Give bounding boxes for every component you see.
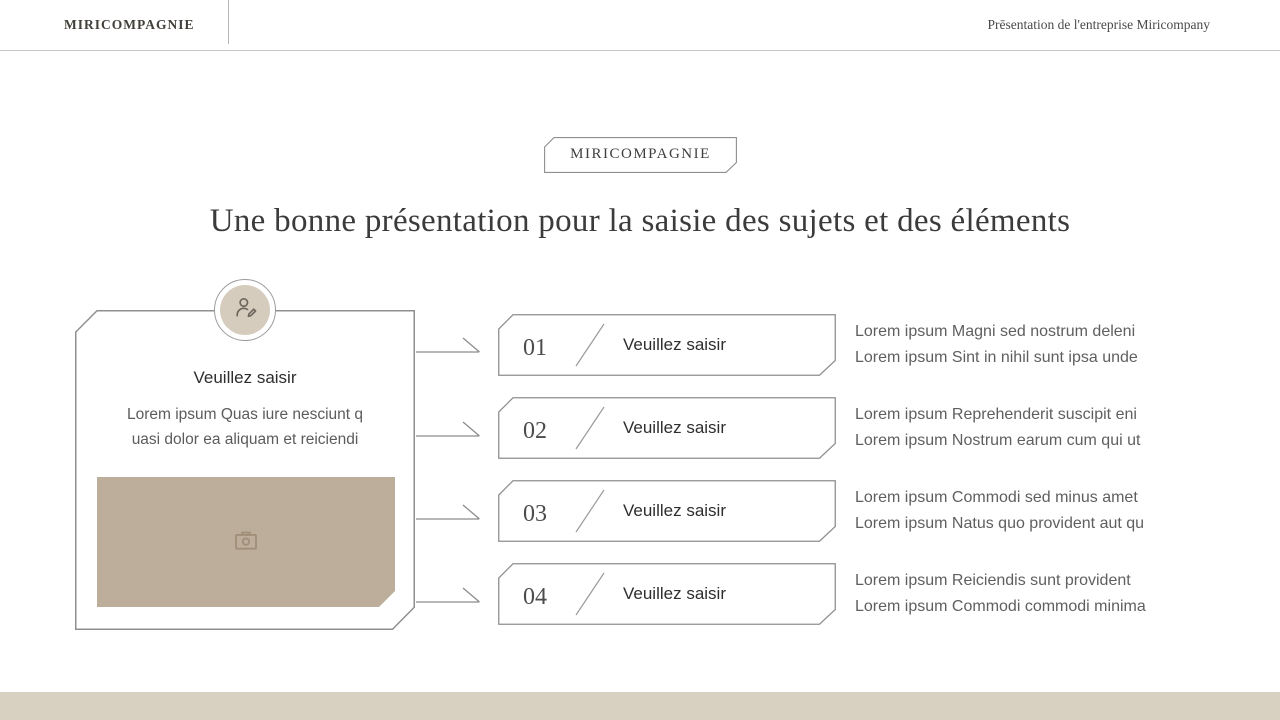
card-badge-circle (214, 279, 276, 341)
item-desc-line2: Lorem ipsum Commodi commodi minima (855, 598, 1146, 615)
item-desc-line2: Lorem ipsum Sint in nihil sunt ipsa unde (855, 349, 1138, 366)
item-desc-line2: Lorem ipsum Nostrum earum cum qui ut (855, 432, 1141, 449)
item-number: 03 (523, 501, 547, 527)
item-box-01[interactable] (498, 314, 836, 376)
card-body-line1: Lorem ipsum Quas iure nesciunt q (126, 406, 364, 423)
badge-label: MIRICOMPAGNIE (570, 146, 711, 162)
item-label[interactable]: Veuillez saisir (623, 501, 726, 520)
item-desc-line1: Lorem ipsum Commodi sed minus amet (855, 489, 1138, 506)
card-heading[interactable]: Veuillez saisir (193, 368, 297, 387)
item-number: 04 (523, 584, 547, 610)
card-body-line2: uasi dolor ea aliquam et reiciendi (131, 431, 359, 448)
item-desc-line1: Lorem ipsum Reprehenderit suscipit eni (855, 406, 1137, 423)
card-body-text (75, 402, 415, 452)
camera-icon (230, 524, 262, 561)
user-edit-icon (232, 294, 259, 326)
item-box-04[interactable] (498, 563, 836, 625)
page-title: Une bonne présentation pour la saisie des sujets et des éléments (209, 203, 1071, 239)
header-subtitle: Prēsentation de l'entreprise Miricompany (987, 17, 1210, 32)
item-label[interactable]: Veuillez saisir (623, 584, 726, 603)
item-number: 01 (523, 335, 547, 361)
item-desc-line1: Lorem ipsum Reiciendis sunt provident (855, 572, 1131, 589)
image-placeholder[interactable] (97, 477, 395, 607)
connector-arrows (415, 330, 483, 615)
item-number: 02 (523, 418, 547, 444)
summary-card[interactable] (75, 310, 415, 630)
header-brand: MIRICOMPAGNIE (64, 17, 195, 32)
company-badge (544, 137, 737, 173)
item-desc-line1: Lorem ipsum Magni sed nostrum deleni (855, 323, 1136, 340)
item-box-02[interactable] (498, 397, 836, 459)
header-bar (0, 0, 1280, 51)
item-desc-01 (855, 319, 1215, 371)
item-desc-04 (855, 568, 1215, 620)
header-divider (228, 0, 229, 44)
item-label[interactable]: Veuillez saisir (623, 335, 726, 354)
item-desc-line2: Lorem ipsum Natus quo provident aut qu (855, 515, 1145, 532)
item-desc-02 (855, 402, 1215, 454)
item-desc-03 (855, 485, 1215, 537)
card-badge-circle-fill (220, 285, 270, 335)
bottom-accent-bar (0, 692, 1280, 720)
item-box-03[interactable] (498, 480, 836, 542)
item-label[interactable]: Veuillez saisir (623, 418, 726, 437)
